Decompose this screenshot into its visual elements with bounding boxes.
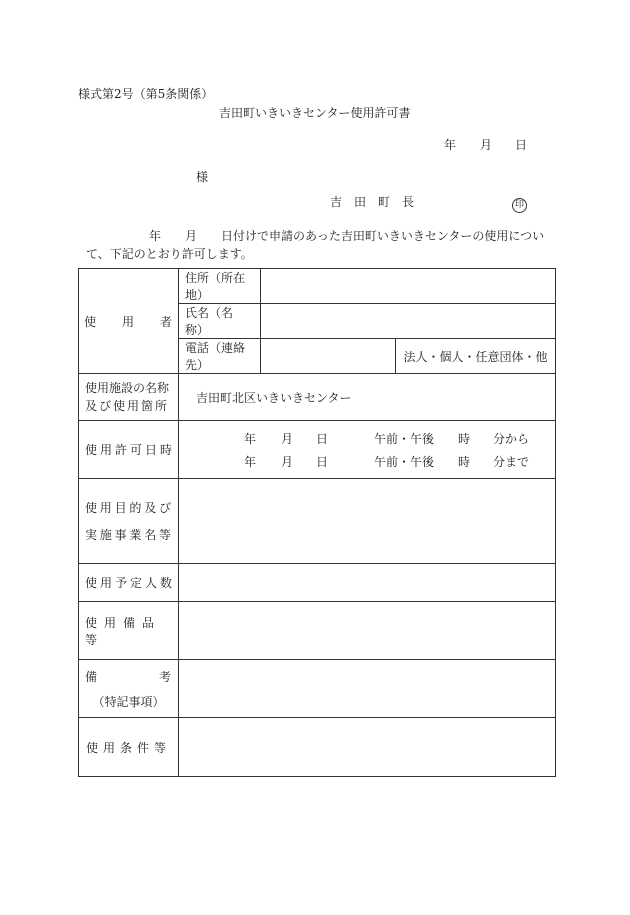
body-text-line-1: 年 月 日付けで申請のあった吉田町いきいきセンターの使用につい: [149, 229, 545, 243]
facility-label-line-1: 使用施設の名称: [85, 381, 170, 395]
purpose-label-char: 的: [129, 501, 142, 515]
body-text-line-2: て、下記のとおり許可します。: [86, 247, 253, 261]
from-month: 月: [281, 432, 294, 446]
phone-label: 電話（連絡先）: [179, 339, 261, 374]
form-number: 様式第2号（第5条関係）: [78, 87, 214, 101]
equipment-label: 使用備品等: [79, 602, 179, 660]
purpose-label-char: び: [158, 501, 171, 515]
recipient-honorific: 様: [196, 170, 209, 184]
to-month: 月: [281, 455, 294, 469]
purpose-row: [79, 479, 556, 564]
from-minute: 分から: [493, 432, 530, 446]
from-hour: 時: [458, 432, 471, 446]
to-day: 日: [316, 455, 329, 469]
purpose-label-char: 業: [129, 528, 142, 542]
permit-datetime-row: [79, 421, 556, 479]
facility-row: [79, 374, 556, 421]
permit-datetime-cell: [179, 421, 556, 479]
purpose-label-char: 使: [85, 501, 98, 515]
to-year: 年: [244, 455, 257, 469]
from-ampm[interactable]: 午前・午後: [374, 432, 435, 446]
remarks-field[interactable]: [179, 660, 556, 718]
purpose-label-char: 施: [99, 528, 112, 542]
organization-type-options[interactable]: 法人・個人・任意団体・他: [396, 339, 556, 374]
official-seal-mark: [512, 192, 527, 213]
name-label: 氏名（名 称）: [179, 304, 261, 339]
attendance-label: 使用予定人数: [79, 564, 179, 602]
purpose-label-line-1: [79, 499, 178, 516]
purpose-label-char: 及: [144, 501, 157, 515]
seal-icon: 印: [512, 198, 527, 213]
user-label-char: 用: [121, 314, 134, 329]
remarks-row: [79, 660, 556, 718]
issuer-name: 吉 田 町 長: [330, 195, 415, 209]
purpose-label-cell: [79, 479, 179, 564]
purpose-label-char: 等: [158, 528, 171, 542]
user-label-char: 者: [159, 314, 172, 329]
from-year: 年: [244, 432, 257, 446]
from-day: 日: [316, 432, 329, 446]
conditions-label: 使用条件等: [79, 718, 179, 777]
to-ampm[interactable]: 午前・午後: [374, 455, 435, 469]
to-minute: 分まで: [493, 455, 530, 469]
issue-date-day: 日: [515, 138, 528, 152]
facility-label-cell: [79, 374, 179, 421]
conditions-field[interactable]: [179, 718, 556, 777]
remarks-label-char: 備: [85, 669, 98, 684]
purpose-field[interactable]: [179, 479, 556, 564]
remarks-label-char: 考: [158, 669, 171, 684]
facility-label-line-2: 及び使用箇所: [85, 399, 170, 413]
name-field[interactable]: [261, 304, 556, 339]
issue-date-month: 月: [480, 138, 493, 152]
purpose-label-char: 目: [114, 501, 127, 515]
permit-datetime-label: 使用許可日時: [79, 421, 179, 479]
address-field[interactable]: [261, 269, 556, 304]
conditions-row: [79, 718, 556, 777]
remarks-label-line-1: [79, 668, 178, 685]
attendance-row: [79, 564, 556, 602]
remarks-label-cell: [79, 660, 179, 718]
attendance-field[interactable]: [179, 564, 556, 602]
issue-date-year: 年: [444, 138, 457, 152]
user-label-char: 使: [84, 314, 97, 329]
purpose-label-char: 名: [144, 528, 157, 542]
permit-form-table: [78, 268, 556, 777]
equipment-field[interactable]: [179, 602, 556, 660]
phone-field[interactable]: [261, 339, 396, 374]
facility-value: 吉田町北区いきいきセンター: [179, 374, 556, 421]
address-label: 住所（所在地）: [179, 269, 261, 304]
to-hour: 時: [458, 455, 471, 469]
document-title: 吉田町いきいきセンター使用許可書: [219, 106, 411, 120]
purpose-label-char: 事: [114, 528, 127, 542]
user-label-cell: [79, 269, 179, 374]
equipment-row: [79, 602, 556, 660]
user-address-row: [79, 269, 556, 304]
remarks-sub-label: （特記事項）: [92, 694, 165, 709]
purpose-label-char: 用: [99, 501, 112, 515]
purpose-label-char: 実: [85, 528, 98, 542]
purpose-label-line-2: [79, 526, 178, 543]
